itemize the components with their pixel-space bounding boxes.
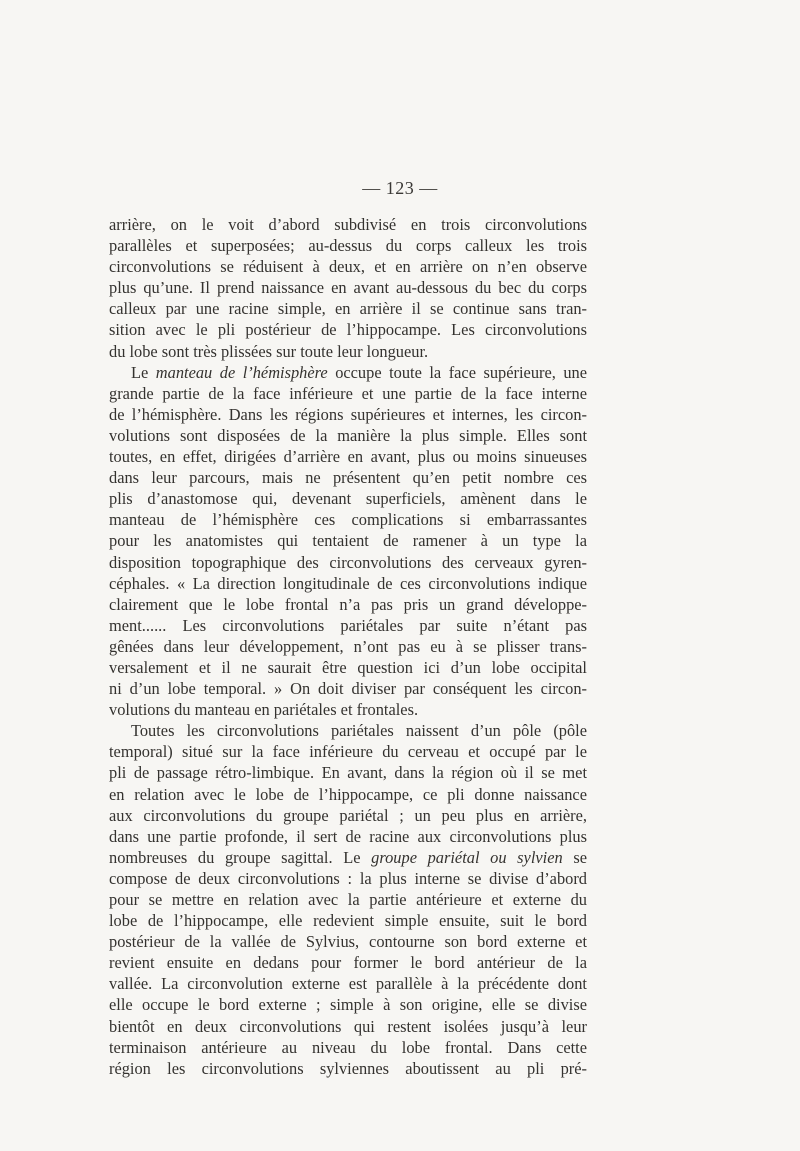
text-line: temporal) situé sur la face inférieure du cerveau et occupé par le [109,742,587,762]
text-line: manteau de l’hémisphère ces complications si embarrassantes [109,510,587,530]
text-line: sition avec le pli postérieur de l’hippocampe. Les circonvolutions [109,320,587,340]
text-line: plus qu’une. Il prend naissance en avant au-dessous du bec du corps [109,278,587,298]
text-line: dans leur parcours, mais ne présentent qu’en petit nombre ces [109,468,587,488]
text-line: bientôt en deux circonvolutions qui restent isolées jusqu’à leur [109,1016,587,1036]
body-text [109,214,587,1079]
text-line: disposition topographique des circonvolutions des cerveaux gyren- [109,552,587,572]
text-line: ni d’un lobe temporal. » On doit diviser par conséquent les circon- [109,679,587,699]
italic-term: groupe pariétal ou sylvien [371,847,563,867]
text-line: lobe de l’hippocampe, elle redevient simple ensuite, suit le bord [109,911,587,931]
text-line: postérieur de la vallée de Sylvius, contourne son bord externe et [109,932,587,952]
text-line: pour les anatomistes qui tentaient de ramener à un type la [109,531,587,551]
text-line: pli de passage rétro-limbique. En avant, dans la région où il se met [109,763,587,783]
text-line: elle occupe le bord externe ; simple à son origine, elle se divise [109,995,587,1015]
text-line: circonvolutions se réduisent à deux, et en arrière on n’en observe [109,257,587,277]
text-line: volutions du manteau en pariétales et frontales. [109,700,419,720]
text-line: toutes, en effet, dirigées d’arrière en avant, plus ou moins sinueuses [109,447,587,467]
text-line: revient ensuite en dedans pour former le bord antérieur de la [109,953,587,973]
text-line: vallée. La circonvolution externe est parallèle à la précédente dont [109,974,587,994]
text-line: calleux par une racine simple, en arrière il se continue sans tran- [109,299,587,319]
text-line: céphales. « La direction longitudinale de ces circonvolutions indique [109,573,587,593]
text-line: dans une partie profonde, il sert de racine aux circonvolutions plus [109,826,587,846]
text-line: de l’hémisphère. Dans les régions supérieures et internes, les circon- [109,404,587,424]
text-line-italic-start: Le manteau de l’hémisphère occupe toute la face supérieure, une [131,362,587,382]
text-line: arrière, on le voit d’abord subdivisé en trois circonvolutions [109,215,587,234]
text-line: versalement et il ne saurait être question ici d’un lobe occipital [109,657,587,677]
text-line: compose de deux circonvolutions : la plus interne se divise d’abord [109,868,587,888]
page-number: — 123 — [362,178,438,198]
text-line: plis d’anastomose qui, devenant superficiels, amènent dans le [109,489,587,509]
text-line: Toutes les circonvolutions pariétales naissent d’un pôle (pôle [131,721,587,741]
italic-term: manteau de l’hémisphère [155,362,328,382]
text-line-italic-mid: nombreuses du groupe sagittal. Le groupe pariétal ou sylvien se [109,847,587,867]
text-line: pour se mettre en relation avec la partie antérieure et externe du [109,890,587,909]
text-line: clairement que le lobe frontal n’a pas pris un grand développe- [109,594,587,614]
text-line: volutions sont disposées de la manière la plus simple. Elles sont [109,425,587,445]
text-line: terminaison antérieure au niveau du lobe frontal. Dans cette [109,1037,587,1057]
text-line: en relation avec le lobe de l’hippocampe, ce pli donne naissance [109,784,587,804]
text-line: gênées dans leur développement, n’ont pas eu à se plisser trans- [109,636,587,656]
text-line: région les circonvolutions sylviennes aboutissent au pli pré- [109,1058,587,1078]
text-line: aux circonvolutions du groupe pariétal ; un peu plus en arrière, [109,805,587,825]
text-line: ment...... Les circonvolutions pariétales par suite n’étant pas [109,615,587,635]
text-line: parallèles et superposées; au-dessus du corps calleux les trois [109,236,587,256]
text-line: grande partie de la face inférieure et une partie de la face interne [109,383,587,403]
text-line: du lobe sont très plissées sur toute leur longueur. [109,341,429,361]
